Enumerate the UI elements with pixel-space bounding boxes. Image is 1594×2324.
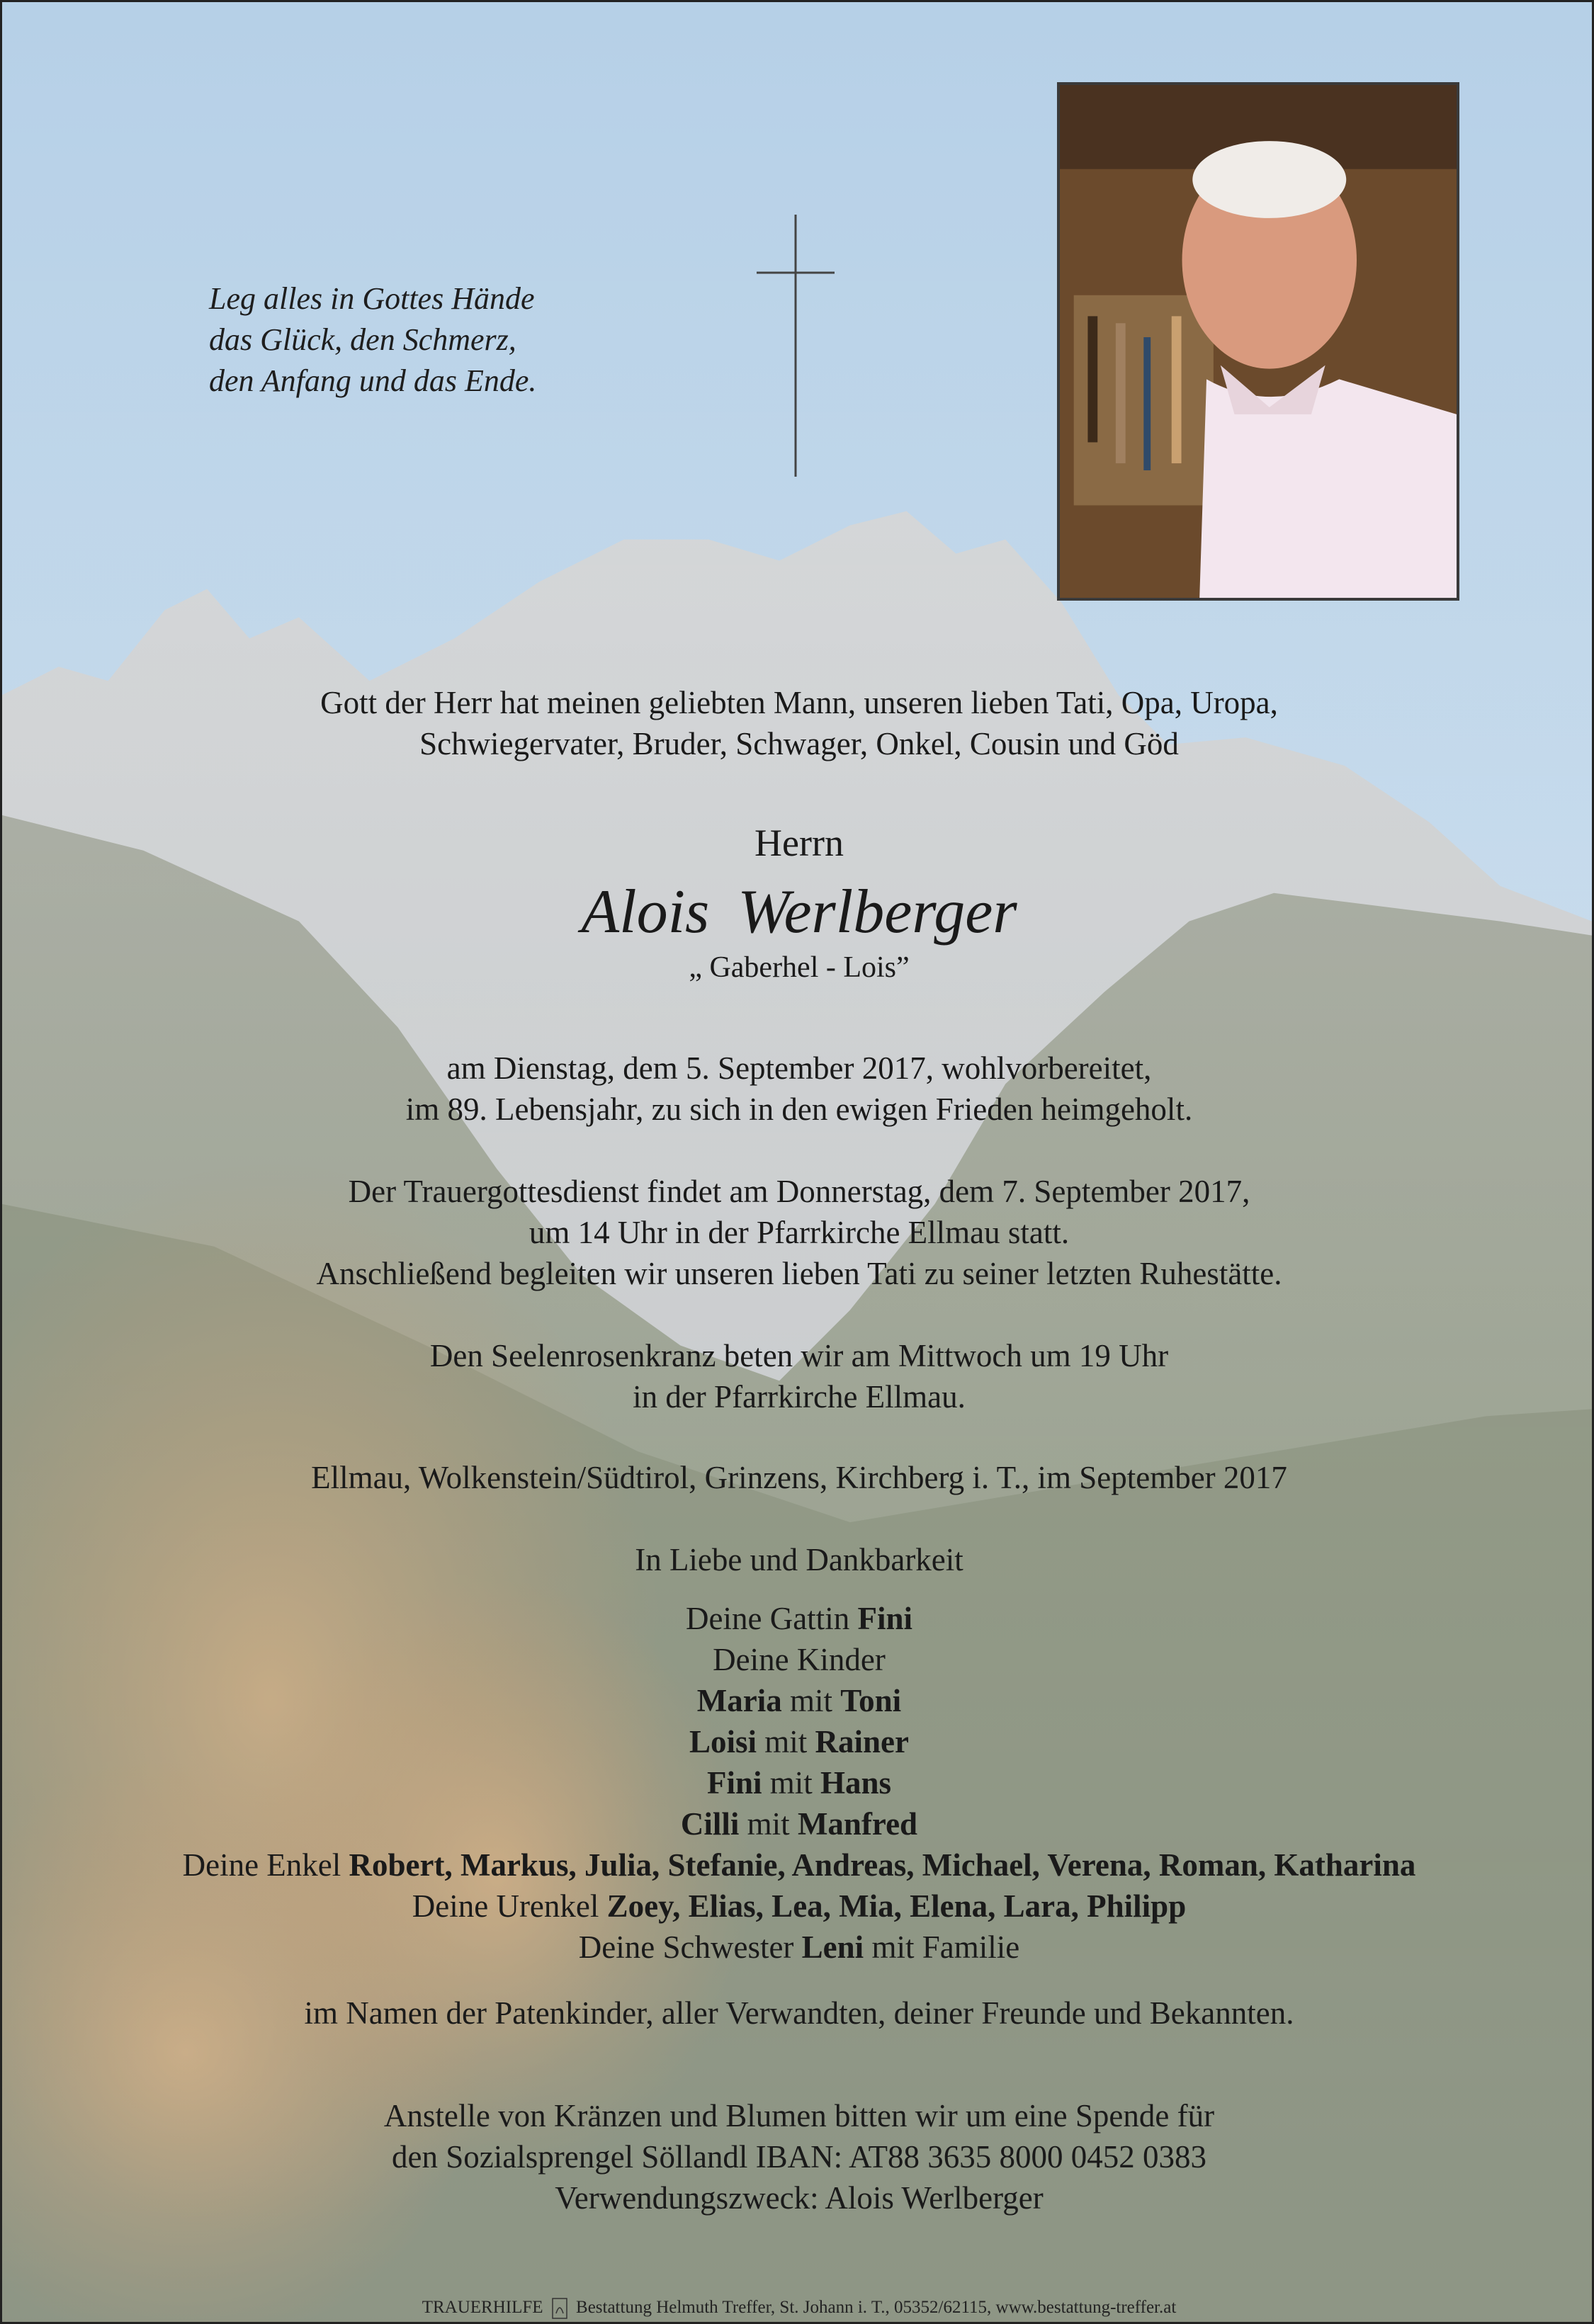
cross-icon [753,215,838,477]
rosary-line-1: Den Seelenrosenkranz beten wir am Mittwoch um 19 Uhr [429,1338,1169,1373]
places-line: Ellmau, Wolkenstein/Südtirol, Grinzens, Kirchberg i. T., im September 2017 [311,1460,1287,1495]
love-line: In Liebe und Dankbarkeit [635,1542,963,1577]
death-line-1: am Dienstag, dem 5. September 2017, wohlvorbereitet, [446,1050,1152,1086]
great-grandchildren-names: Zoey, Elias, Lea, Mia, Elena, Lara, Philipp [606,1888,1187,1924]
places-date [2,1457,1594,1498]
child-partner: Toni [840,1683,902,1718]
child-name: Fini [706,1765,762,1801]
service-line-2: um 14 Uhr in der Pfarrkirche Ellmau statt. [528,1215,1070,1250]
donation-line-3: Verwendungszweck: Alois Werlberger [555,2180,1044,2216]
great-grandchildren-prefix: Deine Urenkel [412,1888,599,1924]
portrait-photo [1057,82,1459,601]
funeral-home-logo-icon [552,2298,567,2319]
funeral-home-footer [2,2297,1594,2319]
mourners-list [2,1598,1594,1968]
closing-greeting [2,1539,1594,1580]
sister-line [2,1927,1594,1968]
child-line [2,1803,1594,1844]
grandchildren-prefix: Deine Enkel [182,1847,341,1883]
donation-line-2: den Sozialsprengel Söllandl IBAN: AT88 3635 8000 0452 0383 [392,2139,1206,2175]
connector: mit [764,1724,808,1759]
intro-line-1: Gott der Herr hat meinen geliebten Mann, unseren lieben Tati, Opa, Uropa, [320,685,1278,720]
connector: mit [769,1765,813,1801]
death-notice [2,1048,1594,1130]
intro-line-2: Schwiegervater, Bruder, Schwager, Onkel, Cousin und Göd [419,726,1179,761]
great-grandchildren-line [2,1886,1594,1927]
deceased-nickname: „ Gaberhel - Lois” [689,951,910,984]
quote-line-3: den Anfang und das Ende. [209,363,537,398]
rosary-info [2,1335,1594,1417]
scripture-quote [209,278,648,402]
child-name: Loisi [689,1724,757,1759]
grandchildren-names: Robert, Markus, Julia, Stefanie, Andreas, Michael, Verena, Roman, Katharina [349,1847,1416,1883]
service-line-3: Anschließend begleiten wir unseren lieben Tati zu seiner letzten Ruhestätte. [316,1256,1282,1291]
children-label: Deine Kinder [713,1642,886,1677]
child-line [2,1680,1594,1721]
child-partner: Rainer [815,1724,910,1759]
sister-name: Leni [801,1929,864,1965]
child-line [2,1721,1594,1762]
child-name: Cilli [680,1806,740,1842]
service-line-1: Der Trauergottesdienst findet am Donnerstag, dem 7. September 2017, [348,1174,1250,1209]
connector: mit [790,1683,833,1718]
intro-text [2,682,1594,764]
on-behalf-line [2,1993,1594,2034]
child-name: Maria [696,1683,782,1718]
footer-text: Bestattung Helmuth Treffer, St. Johann i. T., 05352/62115, www.bestattung-treffer.at [576,2298,1177,2317]
deceased-name: Alois Werlberger [581,878,1017,946]
sister-prefix: Deine Schwester [578,1929,794,1965]
child-partner: Manfred [797,1806,918,1842]
donation-request [2,2095,1594,2218]
patron-line: im Namen der Patenkinder, aller Verwandten, deiner Freunde und Bekannten. [304,1995,1294,2031]
wife-prefix: Deine Gattin [686,1601,850,1636]
sister-suffix: mit Familie [871,1929,1020,1965]
wife-name: Fini [857,1601,912,1636]
quote-line-1: Leg alles in Gottes Hände [209,281,535,316]
child-partner: Hans [820,1765,892,1801]
rosary-line-2: in der Pfarrkirche Ellmau. [633,1379,966,1415]
connector: mit [747,1806,790,1842]
wife-line [2,1598,1594,1639]
grandchildren-line [2,1844,1594,1886]
quote-line-2: das Glück, den Schmerz, [209,322,516,357]
donation-line-1: Anstelle von Kränzen und Blumen bitten wir um eine Spende für [383,2098,1215,2133]
honorific: Herrn [754,822,844,864]
funeral-service-info [2,1171,1594,1294]
footer-label: TRAUERHILFE [422,2298,543,2317]
death-line-2: im 89. Lebensjahr, zu sich in den ewigen Frieden heimgeholt. [405,1092,1193,1127]
child-line [2,1762,1594,1803]
